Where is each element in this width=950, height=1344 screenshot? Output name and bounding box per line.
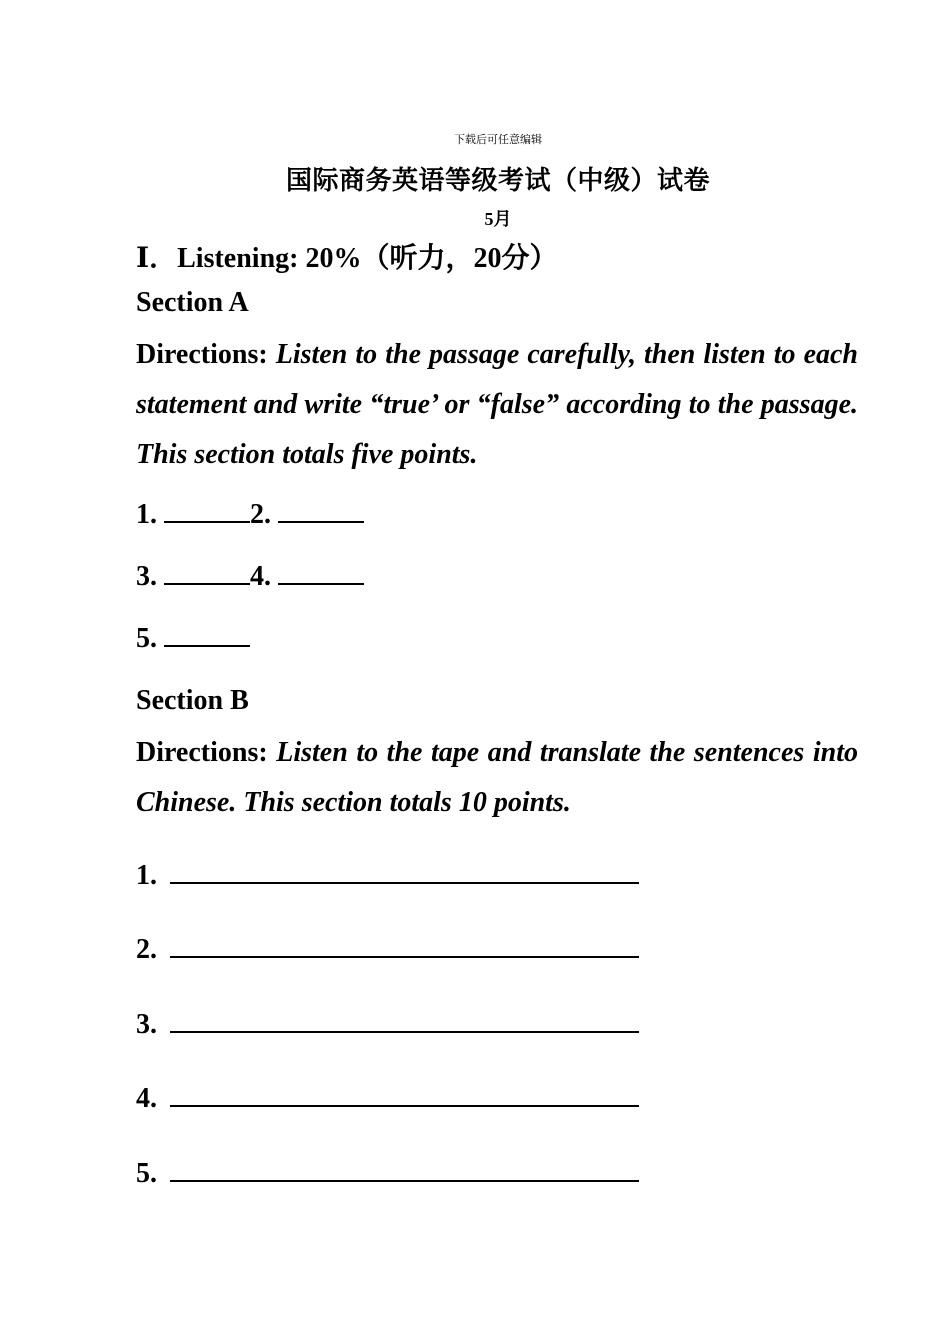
part1-heading: [136, 236, 557, 276]
answer-label: 1.: [136, 860, 164, 891]
section-a-directions-text: Listen to the passage carefully, then listen to each statement and write “true’ or “false” according to the passage. This section totals five points.: [136, 339, 858, 470]
translation-blank[interactable]: [170, 1158, 639, 1182]
section-b-answer-line: [136, 1009, 639, 1041]
answer-label: 5.: [136, 1158, 164, 1189]
section-a-title: Section A: [136, 287, 249, 318]
translation-blank[interactable]: [170, 860, 639, 884]
section-b-directions-label: Directions:: [136, 737, 277, 768]
edit-note: 下载后可任意编辑: [454, 133, 542, 146]
answer-label: 2.: [136, 934, 164, 965]
section-a-answer-row: [136, 623, 250, 655]
answer-label: 3.: [136, 561, 164, 592]
answer-blank[interactable]: [164, 623, 250, 647]
section-b-answer-line: [136, 934, 639, 966]
answer-label: 2.: [250, 499, 278, 530]
answer-blank[interactable]: [278, 561, 364, 585]
section-a-directions: [136, 330, 858, 480]
exam-title: 国际商务英语等级考试（中级）试卷: [285, 166, 710, 196]
section-b-title: Section B: [136, 685, 249, 716]
section-b-answer-line: [136, 1083, 639, 1115]
section-a-answer-row: [136, 561, 364, 593]
answer-label: 5.: [136, 623, 164, 654]
answer-blank[interactable]: [278, 499, 364, 523]
section-a-answer-row: [136, 499, 364, 531]
exam-date: 5月: [484, 209, 512, 229]
section-b-answer-line: [136, 860, 639, 892]
answer-blank[interactable]: [164, 499, 250, 523]
section-b-directions-text: Listen to the tape and translate the sentences into Chinese. This section totals 10 points.: [136, 737, 858, 818]
translation-blank[interactable]: [170, 1009, 639, 1033]
answer-label: 4.: [136, 1083, 164, 1114]
section-a-directions-label: Directions:: [136, 339, 276, 370]
answer-label: 3.: [136, 1009, 164, 1040]
section-b-directions: [136, 728, 858, 828]
part1-roman: Ⅰ．: [136, 241, 178, 274]
answer-blank[interactable]: [164, 561, 250, 585]
translation-blank[interactable]: [170, 934, 639, 958]
translation-blank[interactable]: [170, 1083, 639, 1107]
answer-label: 1.: [136, 499, 164, 530]
section-b-answer-line: [136, 1158, 639, 1190]
answer-label: 4.: [250, 561, 278, 592]
part1-heading-text: Listening: 20%（听力，20分）: [177, 243, 558, 274]
